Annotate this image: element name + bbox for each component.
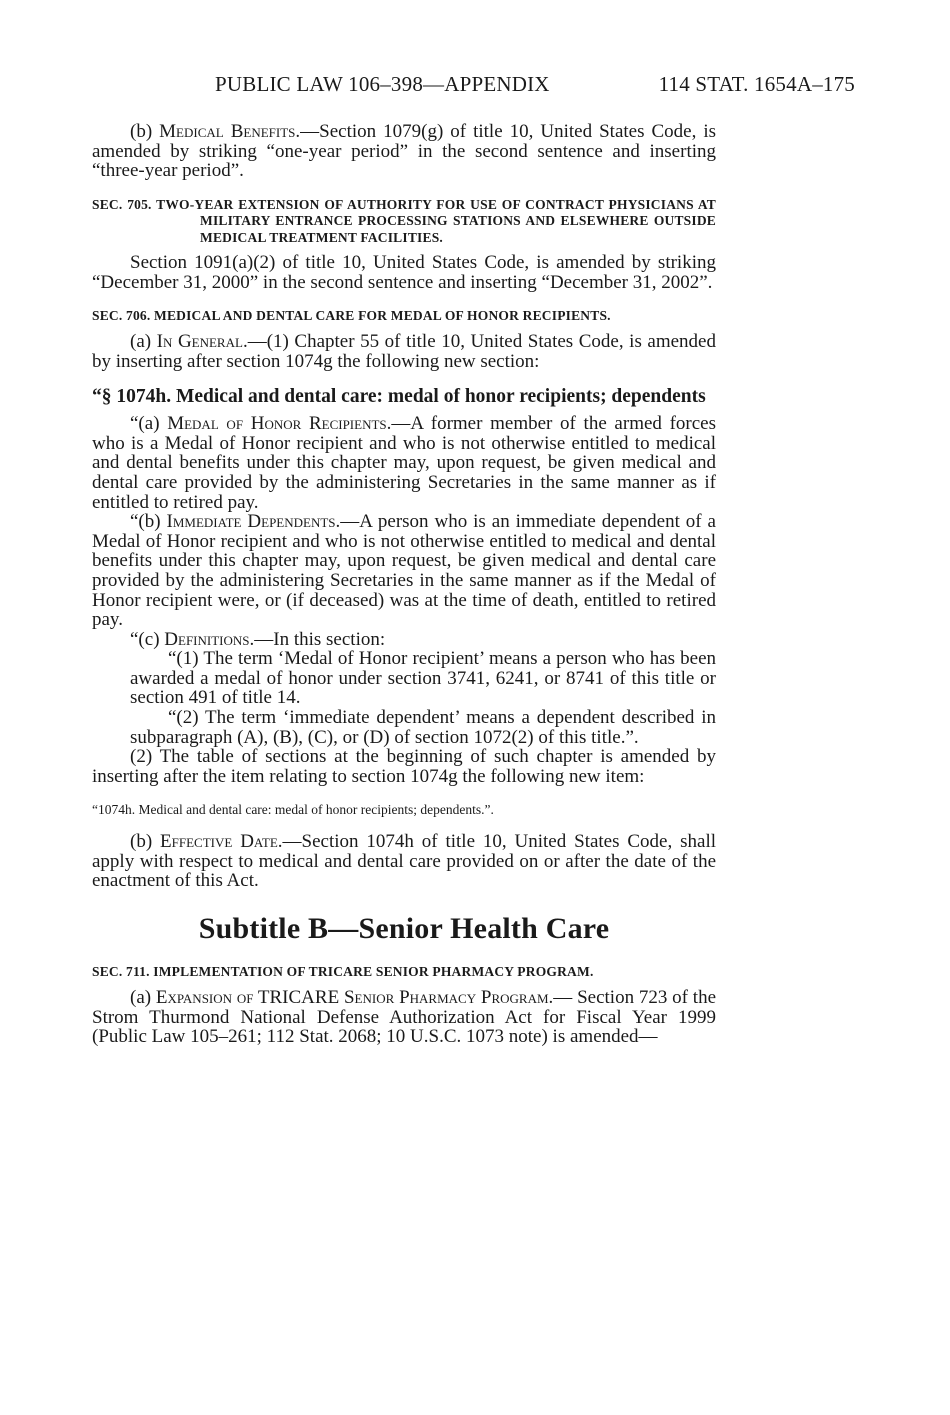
para-heading: Medical Benefits: [159, 121, 296, 142]
para-label: “(c): [130, 628, 165, 650]
definition-2: “(2) The term ‘immediate dependent’ means a dependent described in subparagraph (A), (B), (C), or (D) of section 1072(2) of this title.”.: [130, 707, 716, 748]
medal-recipients-paragraph: [92, 414, 716, 512]
table-of-sections-paragraph: (2) The table of sections at the beginning of such chapter is amended by inserting after the item relating to section 1074g the following new item:: [92, 746, 716, 787]
table-of-sections-item: “1074h. Medical and dental care: medal of honor recipients; dependents.”.: [92, 802, 494, 818]
para-text: .—Section 1079(g) of title 10, United States Code, is amended by striking “one-year period” in the second sentence and inserting “three-year period”.: [92, 121, 716, 182]
medical-benefits-paragraph: [92, 122, 716, 181]
sec-705-heading: SEC. 705. TWO-YEAR EXTENSION OF AUTHORITY FOR USE OF CONTRACT PHYSICIANS AT MILITARY ENTRANCE PROCESSING STATIONS AND ELSEWHERE OUTSIDE MEDICAL TREATMENT FACILITIES.: [92, 196, 716, 245]
para-text: .— Section 723 of the Strom Thurmond National Defense Authorization Act for Fiscal Year 1999 (Public Law 105–261; 112 Stat. 2068; 10 U.S.C. 1073 note) is amended—: [92, 986, 717, 1048]
para-text: .—In this section:: [249, 628, 386, 650]
para-text: .—A person who is an immediate dependent of a Medal of Honor recipient and who is not otherwise entitled to medical and dental benefits under this chapter may, upon request, be given medical and dental care provided by the administering Secretaries in the same manner as if the Medal of Honor recipient were, or (if deceased) was at the time of death, entitled to retired pay.: [92, 511, 716, 631]
document-body: [92, 122, 716, 1047]
para-label: “(a): [130, 413, 168, 435]
header-law-title: PUBLIC LAW 106–398—APPENDIX: [215, 72, 550, 96]
para-label: “(b): [130, 511, 167, 533]
sec-706-in-general: [92, 332, 716, 371]
immediate-dependents-paragraph: [92, 512, 716, 630]
sec-706-heading: SEC. 706. MEDICAL AND DENTAL CARE FOR MEDAL OF HONOR RECIPIENTS.: [92, 308, 611, 324]
para-text: .—A former member of the armed forces who is a Medal of Honor recipient and who is not otherwise entitled to medical and dental benefits under this chapter may, upon request, be given medical and dental care provided by the administering Secretaries in the same manner as if entitled to retired pay.: [92, 413, 716, 513]
para-text: .—Section 1074h of title 10, United States Code, shall apply with respect to medical and dental care provided on or after the date of the enactment of this Act.: [92, 831, 717, 892]
para-label: (a): [130, 986, 156, 1008]
definition-1: “(1) The term ‘Medal of Honor recipient’ means a person who has been awarded a medal of honor under section 3741, 6241, or 8741 of this title or section 491 of title 14.: [130, 648, 716, 709]
para-heading: Effective Date: [160, 831, 278, 853]
para-heading: Medal of Honor Recipients: [167, 413, 387, 435]
para-label: (b): [130, 831, 161, 853]
para-label: (b): [130, 121, 160, 142]
tricare-expansion-paragraph: [92, 988, 716, 1047]
header-statute-page: 114 STAT. 1654A–175: [658, 72, 855, 96]
para-label: (a): [130, 330, 157, 352]
sec-711-heading: SEC. 711. IMPLEMENTATION OF TRICARE SENIOR PHARMACY PROGRAM.: [92, 964, 594, 980]
section-1074h-heading: “§ 1074h. Medical and dental care: medal of honor recipients; dependents: [92, 386, 706, 408]
sec-705-text: Section 1091(a)(2) of title 10, United States Code, is amended by striking “December 31, 2000” in the second sentence and inserting “December 31, 2002”.: [92, 252, 716, 293]
para-heading: Definitions: [164, 628, 250, 650]
para-heading: Immediate Dependents: [166, 511, 336, 533]
definitions-paragraph: [92, 630, 716, 650]
para-text: .—(1) Chapter 55 of title 10, United States Code, is amended by inserting after section 1074g the following new section:: [92, 330, 716, 372]
para-heading: In General: [156, 330, 243, 352]
subtitle-heading: Subtitle B—Senior Health Care: [198, 911, 610, 945]
effective-date-paragraph: [92, 832, 716, 891]
para-heading: Expansion of TRICARE Senior Pharmacy Program: [155, 986, 549, 1008]
